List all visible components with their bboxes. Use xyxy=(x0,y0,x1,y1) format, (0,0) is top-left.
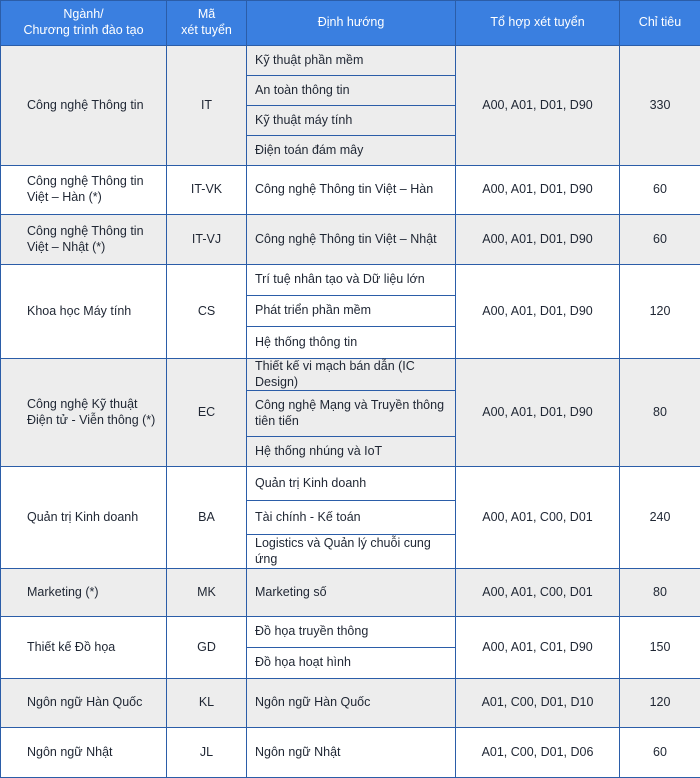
header-code: Mã xét tuyển xyxy=(167,1,247,46)
program-group xyxy=(1,617,700,679)
table-row xyxy=(1,166,700,215)
quota-cell: 330 xyxy=(620,46,700,166)
program-name: Công nghệ Thông tin Việt – Hàn (*) xyxy=(1,166,167,215)
combination-cell: A00, A01, C01, D90 xyxy=(456,617,620,679)
program-group xyxy=(1,46,700,166)
combination-cell: A01, C00, D01, D10 xyxy=(456,679,620,728)
orientation-cell: Kỹ thuật phần mềm xyxy=(247,46,456,76)
quota-cell: 240 xyxy=(620,467,700,569)
quota-cell: 60 xyxy=(620,728,700,778)
table-row xyxy=(1,617,700,648)
orientation-cell: Hệ thống thông tin xyxy=(247,327,456,359)
header-row xyxy=(1,1,700,46)
orientation-cell: Phát triển phần mềm xyxy=(247,296,456,327)
program-code: GD xyxy=(167,617,247,679)
table-row xyxy=(1,359,700,391)
table-row xyxy=(1,728,700,778)
orientation-cell: Đồ họa truyền thông xyxy=(247,617,456,648)
orientation-cell: Công nghệ Thông tin Việt – Hàn xyxy=(247,166,456,215)
table-row xyxy=(1,46,700,76)
program-name: Ngôn ngữ Hàn Quốc xyxy=(1,679,167,728)
program-name: Marketing (*) xyxy=(1,569,167,617)
table-row xyxy=(1,215,700,265)
orientation-cell: Điện toán đám mây xyxy=(247,136,456,166)
program-group xyxy=(1,359,700,467)
program-code: CS xyxy=(167,265,247,359)
orientation-cell: Thiết kế vi mạch bán dẫn (IC Design) xyxy=(247,359,456,391)
program-code: JL xyxy=(167,728,247,778)
program-code: IT-VJ xyxy=(167,215,247,265)
header-combination: Tổ hợp xét tuyển xyxy=(456,1,620,46)
quota-cell: 150 xyxy=(620,617,700,679)
program-name: Công nghệ Thông tin xyxy=(1,46,167,166)
orientation-cell: Ngôn ngữ Nhật xyxy=(247,728,456,778)
program-name: Thiết kế Đồ họa xyxy=(1,617,167,679)
combination-cell: A00, A01, D01, D90 xyxy=(456,166,620,215)
combination-cell: A00, A01, D01, D90 xyxy=(456,265,620,359)
quota-cell: 120 xyxy=(620,679,700,728)
quota-cell: 120 xyxy=(620,265,700,359)
orientation-cell: Logistics và Quản lý chuỗi cung ứng xyxy=(247,535,456,569)
quota-cell: 60 xyxy=(620,215,700,265)
table-row xyxy=(1,265,700,296)
orientation-cell: Hệ thống nhúng và IoT xyxy=(247,437,456,467)
orientation-cell: Kỹ thuật máy tính xyxy=(247,106,456,136)
orientation-cell: Marketing số xyxy=(247,569,456,617)
program-code: IT-VK xyxy=(167,166,247,215)
combination-cell: A00, A01, D01, D90 xyxy=(456,359,620,467)
combination-cell: A00, A01, D01, D90 xyxy=(456,46,620,166)
orientation-cell: Đồ họa hoạt hình xyxy=(247,648,456,679)
table-row xyxy=(1,467,700,501)
program-code: EC xyxy=(167,359,247,467)
quota-cell: 80 xyxy=(620,569,700,617)
combination-cell: A01, C00, D01, D06 xyxy=(456,728,620,778)
header-quota: Chỉ tiêu xyxy=(620,1,700,46)
program-name: Khoa học Máy tính xyxy=(1,265,167,359)
program-name: Quản trị Kinh doanh xyxy=(1,467,167,569)
program-group xyxy=(1,166,700,215)
orientation-cell: Công nghệ Mạng và Truyền thông tiên tiến xyxy=(247,391,456,437)
orientation-cell: Công nghệ Thông tin Việt – Nhật xyxy=(247,215,456,265)
orientation-cell: Quản trị Kinh doanh xyxy=(247,467,456,501)
program-group xyxy=(1,569,700,617)
table-row xyxy=(1,569,700,617)
program-code: MK xyxy=(167,569,247,617)
program-name: Công nghệ Kỹ thuật Điện tử - Viễn thông (*) xyxy=(1,359,167,467)
program-group xyxy=(1,215,700,265)
program-group xyxy=(1,679,700,728)
orientation-cell: Trí tuệ nhân tạo và Dữ liệu lớn xyxy=(247,265,456,296)
combination-cell: A00, A01, C00, D01 xyxy=(456,467,620,569)
program-name: Công nghệ Thông tin Việt – Nhật (*) xyxy=(1,215,167,265)
combination-cell: A00, A01, D01, D90 xyxy=(456,215,620,265)
program-group xyxy=(1,728,700,778)
orientation-cell: An toàn thông tin xyxy=(247,76,456,106)
table-row xyxy=(1,679,700,728)
header-orientation: Định hướng xyxy=(247,1,456,46)
program-code: BA xyxy=(167,467,247,569)
quota-cell: 80 xyxy=(620,359,700,467)
quota-cell: 60 xyxy=(620,166,700,215)
orientation-cell: Ngôn ngữ Hàn Quốc xyxy=(247,679,456,728)
program-group xyxy=(1,467,700,569)
orientation-cell: Tài chính - Kế toán xyxy=(247,501,456,535)
program-code: KL xyxy=(167,679,247,728)
combination-cell: A00, A01, C00, D01 xyxy=(456,569,620,617)
header-program: Ngành/ Chương trình đào tạo xyxy=(1,1,167,46)
program-code: IT xyxy=(167,46,247,166)
program-group xyxy=(1,265,700,359)
program-name: Ngôn ngữ Nhật xyxy=(1,728,167,778)
